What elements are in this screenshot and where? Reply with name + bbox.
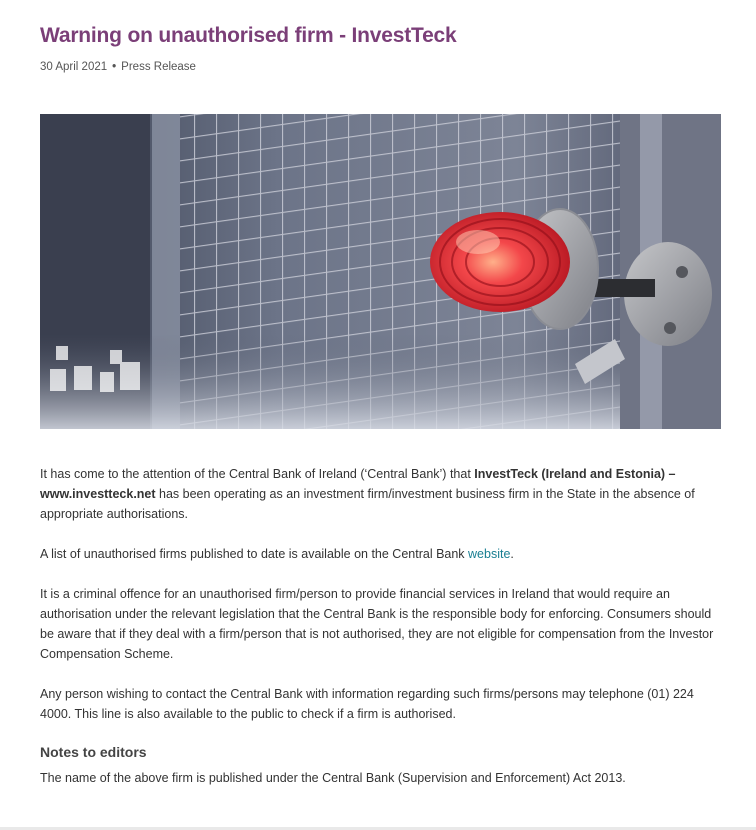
notes-heading: Notes to editors: [40, 744, 147, 760]
publish-date: 30 April 2021: [40, 61, 108, 73]
firm-name: InvestTeck (Ireland and Estonia) – www.investteck.net: [40, 467, 676, 501]
paragraph-list-link: [40, 544, 720, 564]
website-link[interactable]: website: [468, 547, 511, 561]
warning-beacon-image: [40, 114, 721, 429]
paragraph-warning: [40, 464, 720, 524]
article-body: [40, 464, 720, 788]
paragraph-criminal-offence: It is a criminal offence for an unauthorised firm/person to provide financial services in Ireland that would require an authorisation under the relevant legislation that the Central Bank is the responsible body for enforcing. Consumers should be aware that if they deal with a firm/person that is not authorised, they are not eligible for compensation from the Investor Compensation Scheme.: [40, 587, 714, 661]
paragraph-contact: Any person wishing to contact the Central Bank with information regarding such firms/persons may telephone (01) 224 4000. This line is also available to the public to check if a firm is authorised.: [40, 687, 694, 721]
page-title: Warning on unauthorised firm - InvestTeck: [40, 24, 457, 47]
notes-section: [40, 742, 720, 788]
category-label: Press Release: [121, 61, 196, 73]
paragraph-warning-intro: It has come to the attention of the Central Bank of Ireland (‘Central Bank’) that: [40, 467, 475, 481]
hero-image: [40, 114, 721, 429]
paragraph-list-text: A list of unauthorised firms published to date is available on the Central Bank: [40, 547, 469, 561]
paragraph-list-end: .: [510, 547, 514, 561]
article-meta: [40, 61, 196, 73]
notes-text: The name of the above firm is published under the Central Bank (Supervision and Enforcement) Act 2013.: [40, 771, 626, 785]
paragraph-warning-rest: has been operating as an investment firm/investment business firm in the State in the absence of appropriate authorisations.: [40, 487, 695, 521]
meta-separator: •: [112, 61, 117, 73]
